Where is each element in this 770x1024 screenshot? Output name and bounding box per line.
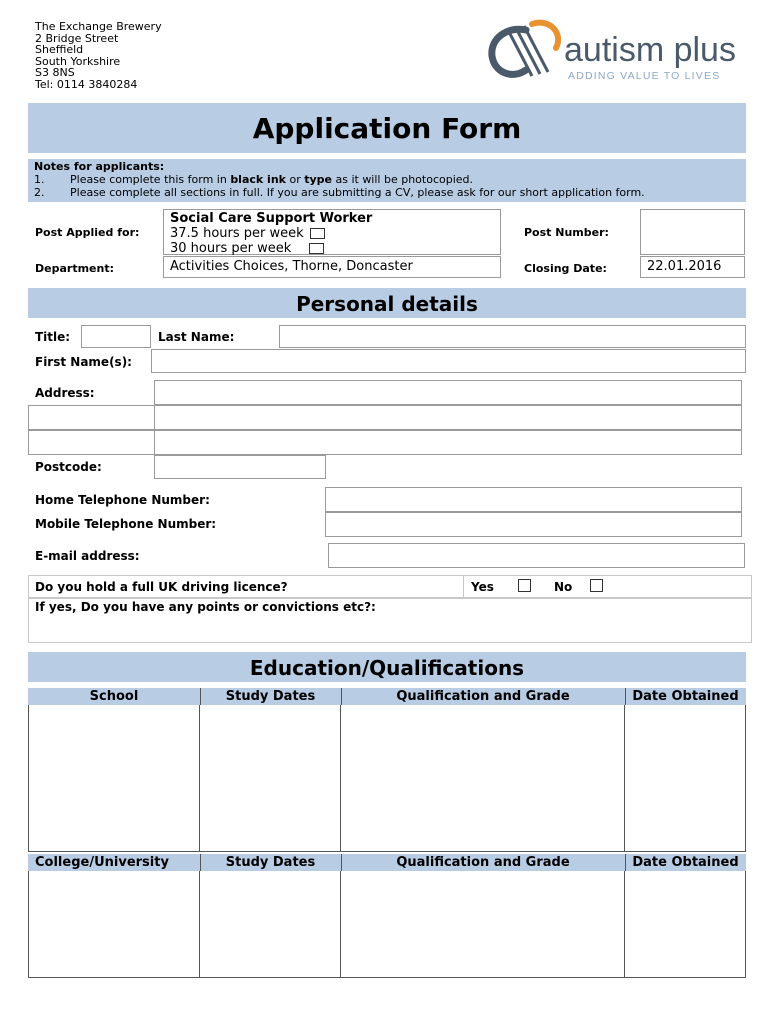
logo-name: autism plus [564, 31, 736, 69]
licence-divider [463, 575, 464, 598]
column-header-school: School [89, 689, 139, 704]
closing-date-field[interactable]: 22.01.2016 [640, 256, 745, 278]
department-label: Department: [35, 262, 114, 275]
post-number-label: Post Number: [524, 226, 609, 239]
study-dates-cell[interactable] [200, 705, 341, 851]
note-text: Please complete all sections in full. If you are submitting a CV, please ask for our short application form. [70, 185, 645, 199]
post-number-field[interactable] [640, 209, 745, 255]
hours-option-2[interactable]: 30 hours per week [170, 241, 494, 256]
address-line-3-label-cell [28, 430, 154, 455]
post-applied-field[interactable] [163, 209, 501, 255]
licence-no-checkbox[interactable] [590, 579, 603, 592]
driving-licence-question: Do you hold a full UK driving licence? [35, 580, 288, 594]
mobile-telephone-field[interactable] [325, 512, 742, 537]
column-header-college: College/University [35, 855, 169, 870]
points-convictions-question: If yes, Do you have any points or convictions etc?: [35, 600, 376, 614]
note-item-1 [34, 174, 740, 187]
qualification-cell[interactable] [341, 705, 625, 851]
department-field[interactable]: Activities Choices, Thorne, Doncaster [163, 256, 501, 278]
note-text: as it will be photocopied. [331, 172, 474, 186]
address-line-2-label-cell [28, 405, 154, 430]
personal-details-banner [28, 288, 746, 318]
page-title: Application Form [252, 112, 522, 145]
address-line: Sheffield [35, 43, 84, 56]
checkbox-30-hours[interactable] [309, 243, 324, 254]
notes-heading: Notes for applicants: [34, 160, 165, 173]
school-header-dividers [341, 688, 342, 705]
address-label: Address: [35, 386, 95, 400]
address-line: South Yorkshire [35, 54, 121, 68]
note-number: 2. [34, 185, 45, 199]
licence-no-label: No [554, 580, 573, 594]
college-cell[interactable] [29, 871, 200, 977]
address-line-2-field[interactable] [154, 405, 742, 430]
hours-option-1[interactable]: 37.5 hours per week [170, 226, 494, 241]
licence-yes-checkbox[interactable] [518, 579, 531, 592]
education-banner [28, 652, 746, 682]
college-header-dividers [200, 854, 201, 871]
address-line: S3 8NS [35, 66, 75, 79]
postcode-label: Postcode: [35, 460, 102, 474]
company-address [35, 21, 162, 90]
date-obtained-cell[interactable] [625, 705, 745, 851]
column-header-study-dates: Study Dates [225, 689, 316, 704]
first-name-field[interactable] [151, 349, 746, 373]
study-dates-cell[interactable] [200, 871, 341, 977]
address-line: The Exchange Brewery [35, 20, 162, 33]
column-header-qualification: Qualification and Grade [396, 689, 570, 704]
note-text: or [285, 172, 305, 186]
post-title: Social Care Support Worker [170, 211, 373, 226]
college-header-dividers [341, 854, 342, 871]
note-item-2 [34, 187, 740, 200]
column-header-date-obtained: Date Obtained [632, 689, 739, 704]
school-header-dividers [200, 688, 201, 705]
column-header-date-obtained: Date Obtained [632, 855, 739, 870]
education-heading: Education/Qualifications [249, 656, 525, 680]
qualification-cell[interactable] [341, 871, 625, 977]
licence-yes-label: Yes [471, 580, 494, 594]
column-header-study-dates: Study Dates [225, 855, 316, 870]
school-cell[interactable] [29, 705, 200, 851]
mobile-telephone-label: Mobile Telephone Number: [35, 517, 217, 531]
school-header-dividers [625, 688, 626, 705]
address-phone: Tel: 0114 3840284 [35, 77, 138, 91]
email-field[interactable] [328, 543, 745, 568]
home-telephone-label: Home Telephone Number: [35, 493, 210, 507]
title-field[interactable] [81, 325, 151, 348]
personal-details-heading: Personal details [296, 292, 478, 316]
date-obtained-cell[interactable] [625, 871, 745, 977]
note-bold: type [304, 172, 332, 186]
last-name-field[interactable] [279, 325, 746, 348]
college-table-body [28, 871, 746, 978]
address-line-3-field[interactable] [154, 430, 742, 455]
email-label: E-mail address: [35, 549, 140, 563]
last-name-label: Last Name: [158, 330, 235, 344]
logo-mark-icon [486, 18, 566, 84]
postcode-field[interactable] [154, 455, 326, 479]
title-banner [28, 103, 746, 153]
school-table-body [28, 705, 746, 852]
address-line: 2 Bridge Street [35, 31, 119, 45]
college-header-dividers [625, 854, 626, 871]
post-applied-label: Post Applied for: [35, 226, 140, 239]
note-bold: black ink [230, 172, 286, 186]
column-header-qualification: Qualification and Grade [396, 855, 570, 870]
closing-date-label: Closing Date: [524, 262, 607, 275]
note-number: 1. [34, 172, 45, 186]
first-name-label: First Name(s): [35, 355, 132, 369]
logo-tagline: ADDING VALUE TO LIVES [568, 70, 721, 82]
note-text: Please complete this form in [70, 172, 231, 186]
title-label: Title: [35, 330, 71, 344]
home-telephone-field[interactable] [325, 487, 742, 512]
address-line-1-field[interactable] [154, 380, 742, 405]
autism-plus-logo [486, 18, 746, 88]
notes-panel [28, 159, 746, 202]
checkbox-37-5-hours[interactable] [310, 228, 325, 239]
